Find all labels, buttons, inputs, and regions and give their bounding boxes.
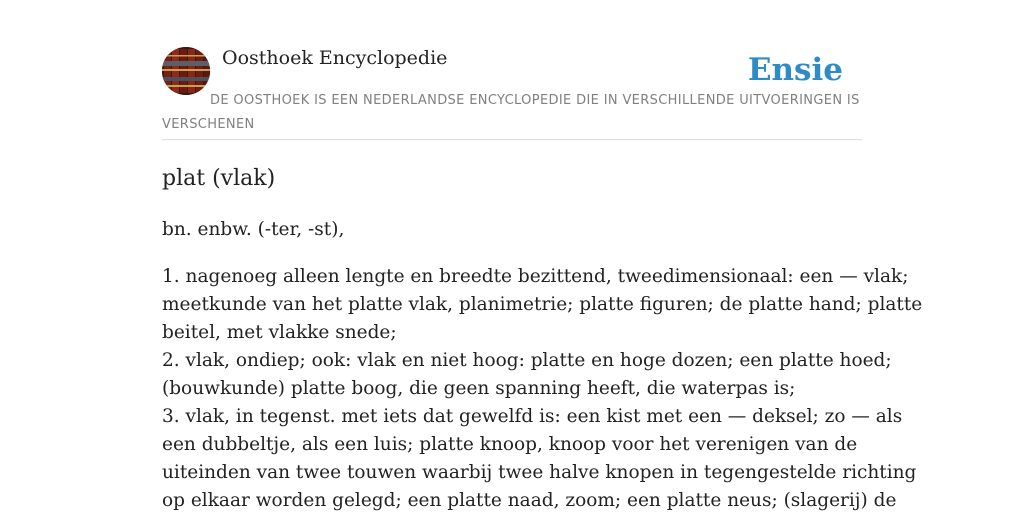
- ensie-logo-link[interactable]: Ensie: [747, 52, 843, 88]
- site-header: [162, 0, 862, 140]
- definition-line: op elkaar worden gelegd; een platte naad, zoom; een platte neus; (slagerij) de: [162, 490, 897, 511]
- definition-line: 3. vlak, in tegenst. met iets dat gewelfd is: een kist met een — deksel; zo — als: [162, 406, 903, 427]
- definition-line: 1. nagenoeg alleen lengte en breedte bezittend, tweedimensionaal: een — vlak;: [162, 266, 909, 287]
- definition-line: 2. vlak, ondiep; ook: vlak en niet hoog: platte en hoge dozen; een platte hoed;: [162, 350, 892, 371]
- page-container: [162, 0, 923, 511]
- page-title: plat (vlak): [162, 166, 276, 191]
- definition-line: (bouwkunde) platte boog, die geen spanning heeft, die waterpas is;: [162, 378, 796, 399]
- site-name-link[interactable]: Oosthoek Encyclopedie: [222, 47, 448, 69]
- grammar-note: bn. enbw. (-ter, -st),: [162, 219, 345, 240]
- definition-line: beitel, met vlakke snede;: [162, 322, 397, 343]
- definition-line: uiteinden van twee touwen waarbij twee halve knopen in tegengestelde richting: [162, 462, 917, 483]
- encyclopedia-books-icon[interactable]: [162, 47, 210, 95]
- site-tagline: DE OOSTHOEK IS EEN NEDERLANDSE ENCYCLOPEDIE DIE IN VERSCHILLENDE UITVOERINGEN IS VERSCHENEN: [162, 93, 860, 132]
- definition-line: meetkunde van het platte vlak, planimetrie; platte figuren; de platte hand; platte: [162, 294, 923, 315]
- definition-line: een dubbeltje, als een luis; platte knoop, knoop voor het verenigen van de: [162, 434, 858, 455]
- definition-text: [162, 263, 923, 515]
